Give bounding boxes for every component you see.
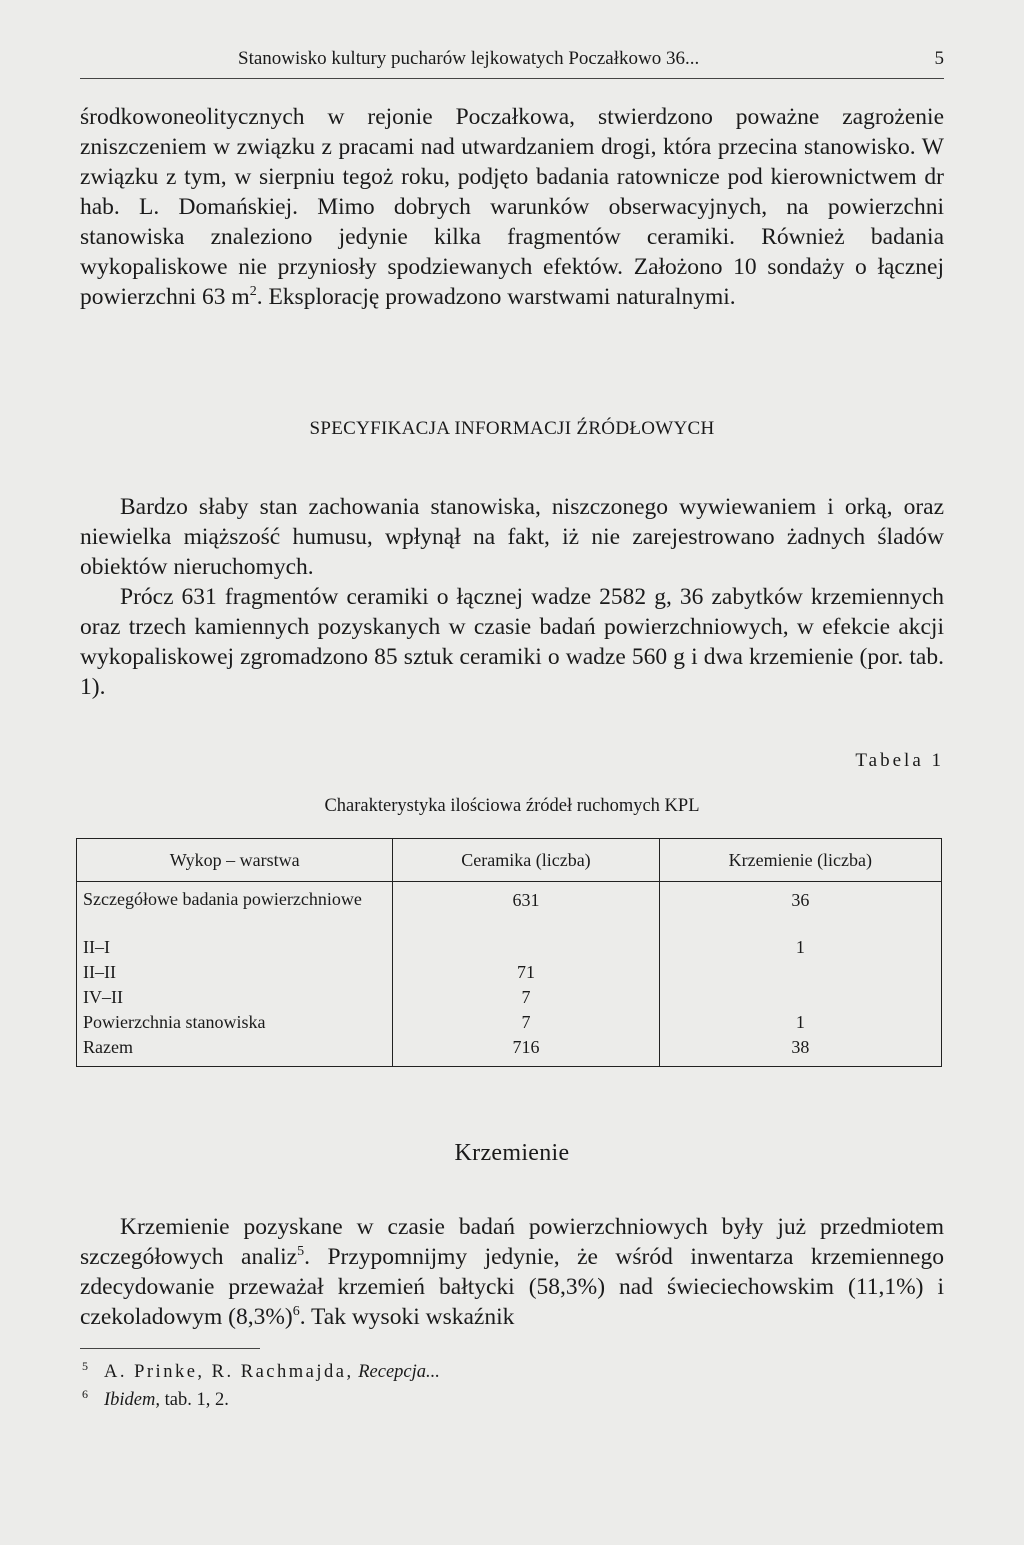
cell-ceramika [393, 935, 658, 960]
row-label: IV–II [83, 987, 123, 1007]
paragraph-krzemienie-b: . Przypomnijmy jedynie, że wśród inwentarza krzemiennego zdecydowanie przeważał krzemień bałtycki (58,3%) nad świeciechowskim (11,1%) i czekoladowym (8,3%) [80, 1244, 944, 1330]
cell-ceramika: 716 [512, 1037, 540, 1057]
cell-krzemienie [660, 985, 941, 1010]
ceramika-values-column [393, 882, 659, 1067]
paragraph-krzemienie-c: . Tak wysoki wskaźnik [299, 1304, 515, 1330]
header-rule [80, 78, 944, 79]
row-label: II–II [83, 962, 116, 982]
footnote-author: A. Prinke, R. Rachmajda, [104, 1362, 354, 1382]
cell-ceramika: 631 [512, 890, 540, 910]
footnote-ref-5: 5 [297, 1244, 305, 1260]
cell-krzemienie: 36 [791, 890, 810, 910]
column-header-wykop: Wykop – warstwa [77, 839, 393, 882]
data-table [76, 838, 942, 1067]
column-header-ceramika: Ceramika (liczba) [393, 839, 659, 882]
footnote-mark: 6 [82, 1387, 88, 1401]
row-label: Powierzchnia stanowiska [83, 1012, 266, 1032]
section-title-specyfikacja: SPECYFIKACJA INFORMACJI ŹRÓDŁOWYCH [309, 418, 715, 439]
footnote-rule [80, 1348, 260, 1349]
section-title-krzemienie: Krzemienie [454, 1140, 570, 1166]
footnote-rest: tab. 1, 2. [164, 1390, 229, 1410]
paragraph-krzemienie-a: Krzemienie pozyskane w czasie badań powierzchniowych były już przedmiotem szczegółowych analiz [80, 1214, 944, 1270]
footnote-title: Recepcja... [358, 1362, 440, 1382]
cell-ceramika: 71 [516, 962, 535, 982]
krzemienie-values-column [659, 882, 941, 1067]
footnote-mark: 5 [82, 1359, 88, 1373]
table-body-row [77, 882, 942, 1067]
column-header-krzemienie: Krzemienie (liczba) [659, 839, 941, 882]
superscript-m2: 2 [249, 284, 257, 300]
row-label: Szczegółowe badania powierzchniowe [83, 889, 362, 909]
paragraph-state: Bardzo słaby stan zachowania stanowiska, niszczonego wywiewaniem i orką, oraz niewielka miąższość humusu, wpłynął na fakt, iż nie zarejestrowano żadnych śladów obiektów nieruchomych. [80, 494, 944, 580]
row-label: Razem [83, 1037, 133, 1057]
table-header-row [77, 839, 942, 882]
table-caption: Charakterystyka ilościowa źródeł ruchomych KPL [324, 796, 700, 816]
footnote-ref-6: 6 [292, 1304, 300, 1320]
footnote-6 [82, 1387, 229, 1411]
table-label: Tabela 1 [855, 750, 944, 771]
row-label: II–I [83, 937, 110, 957]
cell-ceramika: 7 [521, 1012, 531, 1032]
paragraph-inventory: Prócz 631 fragmentów ceramiki o łącznej wadze 2582 g, 36 zabytków krzemiennych oraz trzech kamiennych pozyskanych w czasie badań powierzchniowych, w efekcie akcji wykopaliskowej zgromadzono 85 sztuk ceramiki o wadze 560 g i dwa krzemienie (por. tab. 1). [80, 584, 944, 700]
page-number: 5 [934, 48, 944, 69]
paragraph-intro-end: . Eksplorację prowadzono warstwami naturalnymi. [256, 284, 736, 310]
paragraph-krzemienie [80, 1212, 944, 1332]
cell-krzemienie [660, 960, 941, 985]
running-title: Stanowisko kultury pucharów lejkowatych Poczałkowo 36... [238, 48, 700, 69]
running-head [80, 48, 944, 76]
cell-krzemienie: 1 [795, 937, 805, 957]
paragraph-intro [80, 102, 944, 312]
cell-krzemienie: 38 [791, 1037, 810, 1057]
paragraph-intro-text: środkowoneolitycznych w rejonie Poczałkowa, stwierdzono poważne zagrożenie zniszczeniem w związku z pracami nad utwardzaniem drogi, która przecina stanowisko. W związku z tym, w sierpniu tegoż roku, podjęto badania ratownicze pod kierownictwem dr hab. L. Domańskiej. Mimo dobrych warunków obserwacyjnych, na powierzchni stanowiska znaleziono jedynie kilka fragmentów ceramiki. Również badania wykopaliskowe nie przyniosły spodziewanych efektów. Założono 10 sondaży o łącznej powierzchni 63 m [80, 104, 944, 310]
footnote-title: Ibidem, [104, 1390, 160, 1410]
row-labels-column [77, 882, 393, 1067]
cell-ceramika: 7 [521, 987, 531, 1007]
footnote-5 [82, 1359, 440, 1383]
cell-krzemienie: 1 [795, 1012, 805, 1032]
